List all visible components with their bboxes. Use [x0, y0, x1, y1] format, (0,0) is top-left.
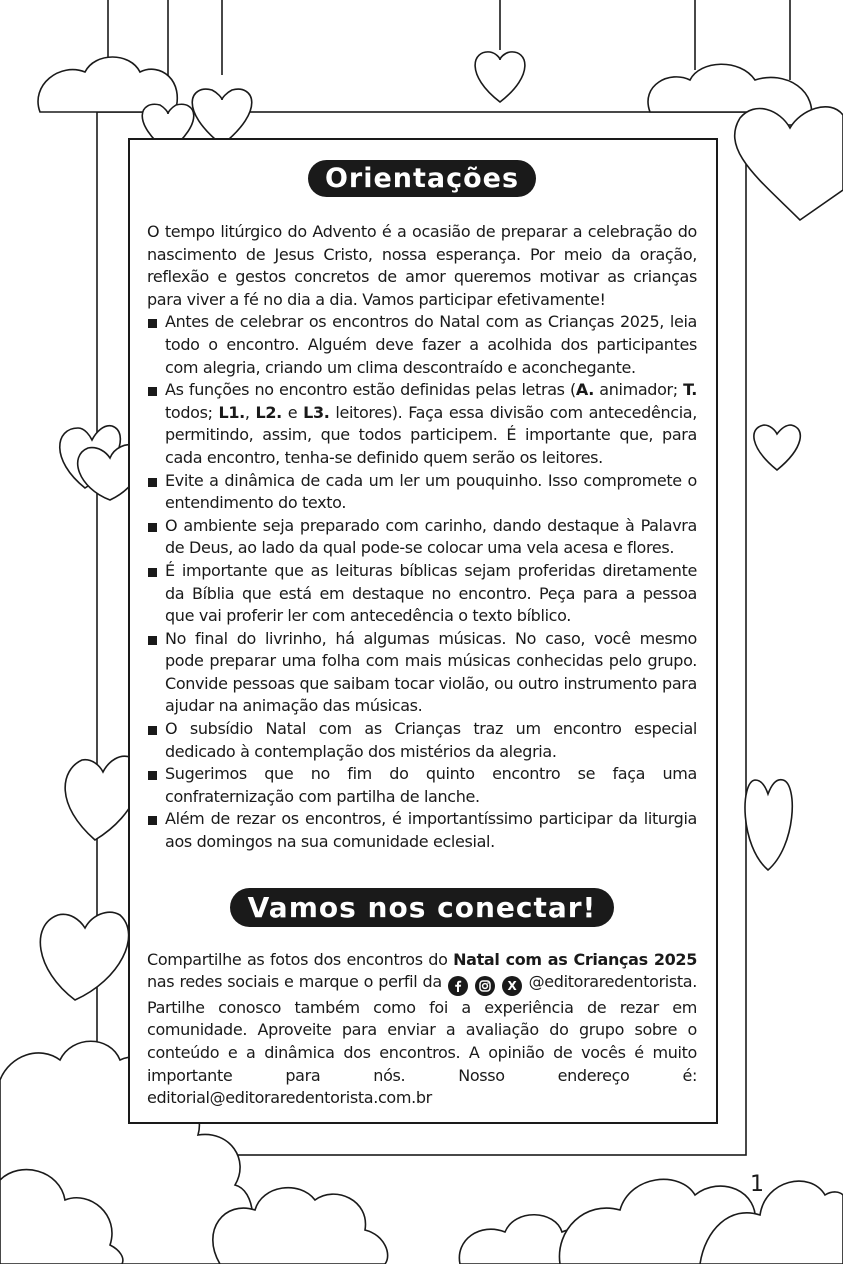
page-number: 1	[750, 1172, 764, 1197]
role-letter: T.	[683, 380, 697, 400]
list-item	[147, 379, 697, 469]
intro-paragraph: O tempo litúrgico do Advento é a ocasião de preparar a celebração do nascimento de Jesus Cristo, nossa esperança. Por meio da oração, reflexão e gestos concretos de amor queremos motivar as crianças para viver a fé no dia a dia. Vamos participar efetivamente!	[147, 222, 697, 309]
facebook-icon[interactable]	[448, 974, 468, 997]
list-item-text: todos;	[165, 402, 219, 422]
list-item	[147, 628, 697, 718]
list-item-text: O subsídio Natal com as Crianças traz um encontro especial dedicado à contemplação dos mistérios da alegria.	[165, 719, 697, 761]
role-letter: L2.	[255, 402, 282, 422]
connect-text: Partilhe conosco também como foi a experiência de rezar em comunidade. Aproveite para enviar a avaliação do grupo sobre o conteúdo e a dinâmica dos encontros. A opinião de vocês é muito importante para nós. Nosso endereço é: editorial@editoraredentorista.com.br	[147, 997, 697, 1108]
bullet-square-icon	[148, 568, 157, 577]
bullet-square-icon	[148, 478, 157, 487]
svg-text:X: X	[507, 978, 517, 993]
connect-text: nas redes sociais e marque o perfil da	[147, 972, 447, 992]
list-item-text: e	[281, 402, 304, 422]
bullet-square-icon	[148, 726, 157, 735]
list-item-text: O ambiente seja preparado com carinho, dando destaque à Palavra de Deus, ao lado da qual pode-se colocar uma vela acesa e flores.	[165, 515, 697, 558]
conectar-title: Vamos nos conectar!	[230, 888, 615, 927]
bullet-square-icon	[148, 816, 157, 825]
x-icon[interactable]	[502, 974, 522, 997]
role-letter: A.	[575, 380, 594, 400]
list-item	[147, 763, 697, 808]
list-item-text: Sugerimos que no fim do quinto encontro se faça uma confraternização com partilha de lanche.	[165, 764, 697, 806]
list-item-text: Além de rezar os encontros, é importantíssimo participar da liturgia aos domingos na sua comunidade eclesial.	[165, 809, 697, 852]
list-item-text: As funções no encontro estão definidas pelas letras (	[165, 380, 576, 400]
page-content	[147, 160, 697, 1110]
bullet-square-icon	[148, 387, 157, 396]
bullet-square-icon	[148, 523, 157, 532]
guidelines-list	[147, 311, 697, 853]
list-item	[147, 470, 697, 515]
social-handle: @editoraredentorista.	[528, 972, 697, 992]
list-item	[147, 515, 697, 560]
role-letter: L1.	[218, 402, 245, 422]
list-item-text: É importante que as leituras bíblicas sejam proferidas diretamente da Bíblia que está em destaque no encontro. Peça para a pessoa que vai proferir ler com antecedência o texto bíblico.	[165, 560, 697, 626]
list-item	[147, 560, 697, 628]
bullet-square-icon	[148, 319, 157, 328]
orientacoes-title: Orientações	[308, 160, 536, 197]
instagram-icon[interactable]	[475, 974, 495, 997]
list-item-text: No final do livrinho, há algumas músicas. No caso, você mesmo pode preparar uma folha com mais músicas conhecidas pelo grupo. Convide pessoas que saibam tocar violão, ou outro instrumento para ajudar na animação das músicas.	[165, 628, 697, 716]
list-item-text: ,	[244, 402, 256, 422]
connect-paragraph	[147, 949, 697, 1110]
list-item-text: Antes de celebrar os encontros do Natal com as Crianças 2025, leia todo o encontro. Alguém deve fazer a acolhida dos participantes com alegria, criando um clima descontraído e aconchegante.	[165, 312, 697, 377]
list-item	[147, 718, 697, 763]
list-item-text: leitores). Faça essa divisão com antecedência, permitindo, assim, que todos participem. É importante que, para cada encontro, tenha-se definido quem serão os leitores.	[165, 402, 697, 467]
list-item	[147, 808, 697, 853]
bullet-square-icon	[148, 771, 157, 780]
list-item	[147, 311, 697, 379]
bullet-square-icon	[148, 636, 157, 645]
list-item-text: Evite a dinâmica de cada um ler um pouquinho. Isso compromete o entendimento do texto.	[165, 470, 697, 513]
role-letter: L3.	[303, 402, 330, 422]
list-item-text: animador;	[593, 380, 684, 400]
connect-bold-title: Natal com as Crianças 2025	[453, 949, 697, 969]
connect-text: Compartilhe as fotos dos encontros do	[147, 949, 454, 969]
